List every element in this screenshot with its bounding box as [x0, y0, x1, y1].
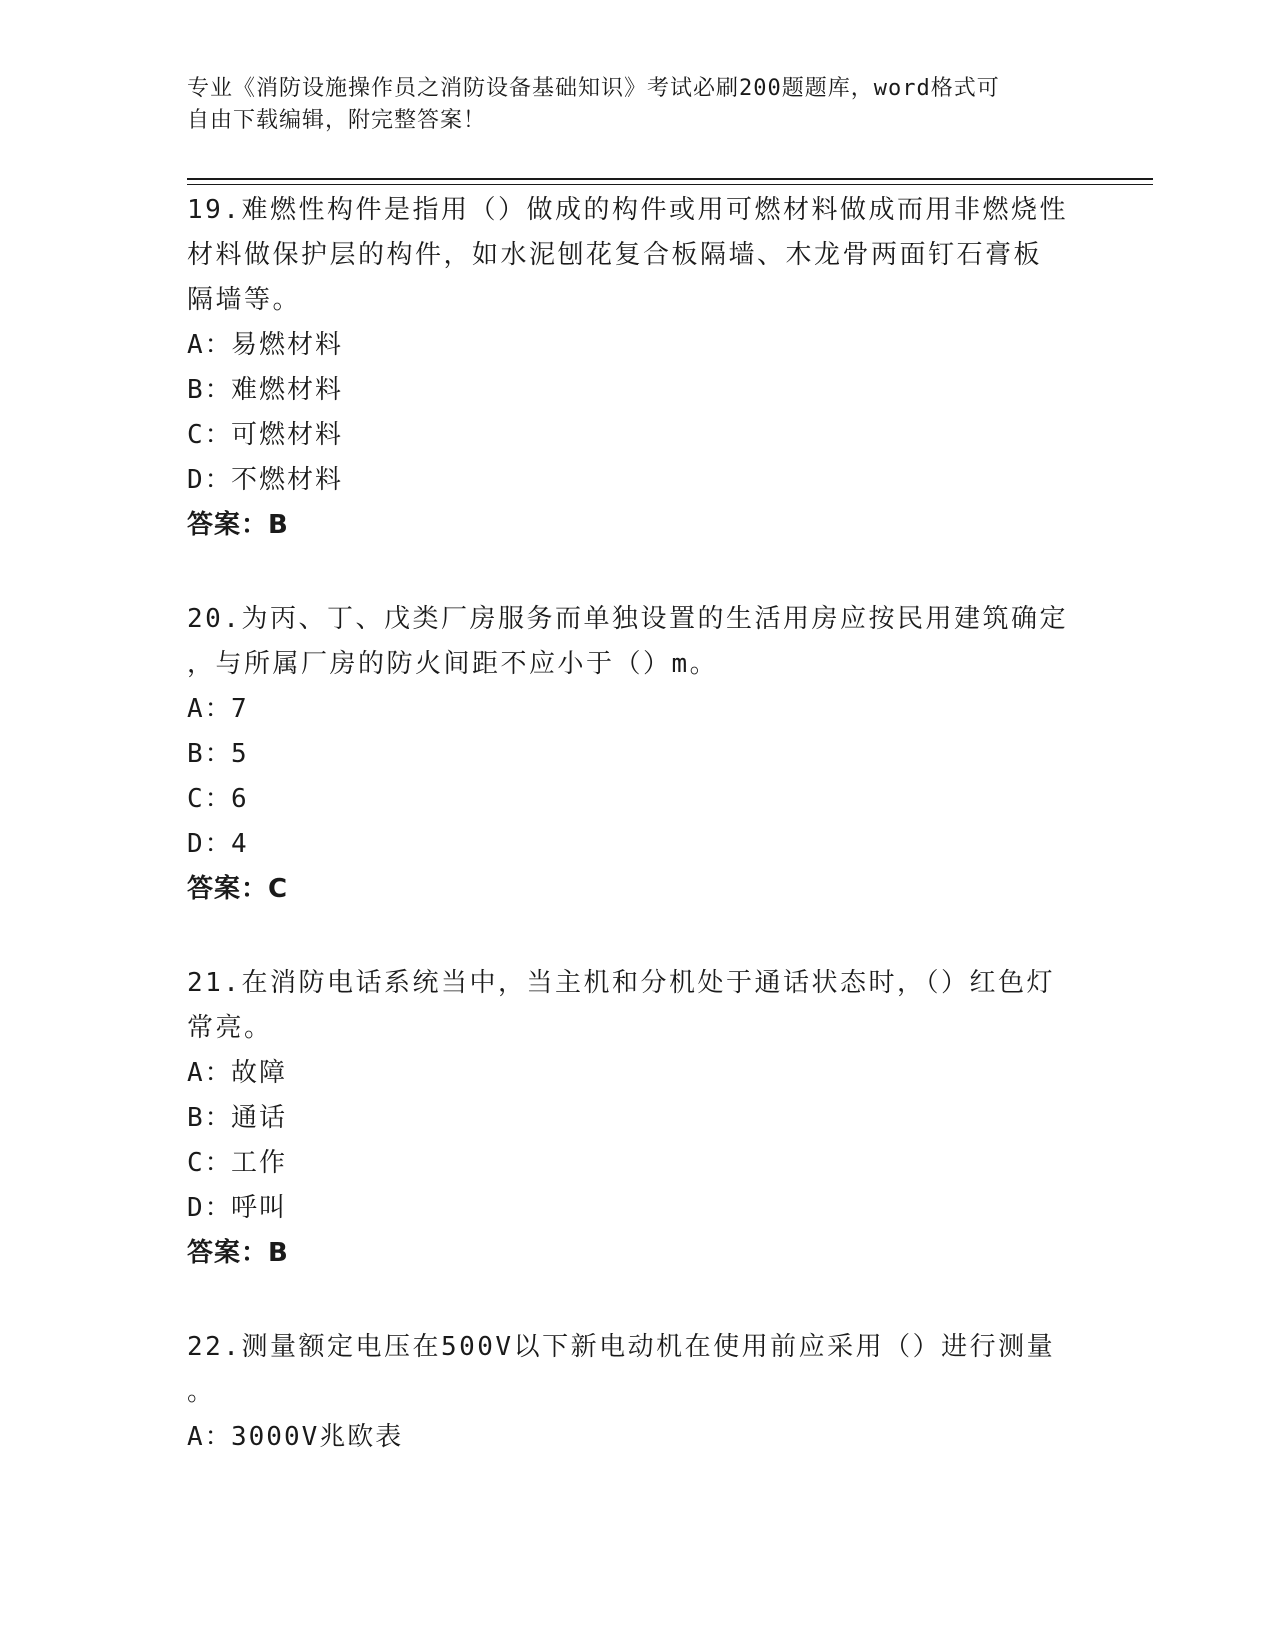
answer-line: 答案：B — [187, 1238, 289, 1268]
answer-option — [187, 777, 1087, 822]
option-key: D： — [187, 1193, 233, 1223]
question-stem-line: 22.测量额定电压在500V以下新电动机在使用前应采用（）进行测量 — [187, 1332, 1056, 1362]
question-stem-line: 。 — [187, 1377, 216, 1407]
option-text: 呼叫 — [231, 1193, 288, 1223]
option-key: C： — [187, 420, 233, 450]
question-list — [187, 188, 1087, 1509]
option-text: 7 — [231, 694, 249, 724]
option-text: 3000V兆欧表 — [231, 1422, 404, 1452]
option-key: B： — [187, 375, 233, 405]
answer-option — [187, 1415, 1087, 1460]
option-key: D： — [187, 829, 233, 859]
answer-option — [187, 687, 1087, 732]
question-stem-line: 材料做保护层的构件，如水泥刨花复合板隔墙、木龙骨两面钉石膏板 — [187, 240, 1043, 270]
answer-option — [187, 458, 1087, 503]
question-stem-line: 隔墙等。 — [187, 285, 302, 315]
option-text: 通话 — [231, 1103, 288, 1133]
document-header — [187, 73, 1087, 137]
option-key: A： — [187, 694, 233, 724]
option-key: C： — [187, 1148, 233, 1178]
question-block — [187, 1325, 1087, 1460]
answer-line: 答案：C — [187, 874, 289, 904]
question-stem-line: 20.为丙、丁、戊类厂房服务而单独设置的生活用房应按民用建筑确定 — [187, 604, 1068, 634]
question-block — [187, 597, 1087, 912]
option-text: 故障 — [231, 1058, 288, 1088]
question-stem-line: ，与所属厂房的防火间距不应小于（）m。 — [187, 649, 719, 679]
answer-line: 答案：B — [187, 510, 289, 540]
option-key: A： — [187, 1422, 233, 1452]
question-stem-line: 21.在消防电话系统当中，当主机和分机处于通话状态时，（）红色灯 — [187, 968, 1055, 998]
answer-option — [187, 368, 1087, 413]
option-text: 不燃材料 — [231, 465, 344, 495]
option-text: 4 — [231, 829, 249, 859]
question-stem-line: 19.难燃性构件是指用（）做成的构件或用可燃材料做成而用非燃烧性 — [187, 195, 1068, 225]
option-text: 6 — [231, 784, 249, 814]
option-key: A： — [187, 1058, 233, 1088]
answer-option — [187, 323, 1087, 368]
answer-option — [187, 1096, 1087, 1141]
header-line-2: 自由下载编辑，附完整答案！ — [187, 108, 487, 133]
answer-option — [187, 1051, 1087, 1096]
question-block — [187, 961, 1087, 1276]
option-key: A： — [187, 330, 233, 360]
option-text: 工作 — [231, 1148, 288, 1178]
answer-option — [187, 1141, 1087, 1186]
option-text: 5 — [231, 739, 249, 769]
answer-option — [187, 822, 1087, 867]
option-key: D： — [187, 465, 233, 495]
answer-option — [187, 732, 1087, 777]
option-text: 易燃材料 — [231, 330, 344, 360]
option-key: B： — [187, 1103, 233, 1133]
question-stem-line: 常亮。 — [187, 1013, 273, 1043]
option-text: 可燃材料 — [231, 420, 344, 450]
question-block — [187, 188, 1087, 548]
option-key: B： — [187, 739, 233, 769]
option-key: C： — [187, 784, 233, 814]
answer-option — [187, 1186, 1087, 1231]
header-line-1: 专业《消防设施操作员之消防设备基础知识》考试必刷200题题库，word格式可 — [187, 76, 1000, 101]
header-divider-thin — [187, 184, 1153, 185]
answer-option — [187, 413, 1087, 458]
option-text: 难燃材料 — [231, 375, 344, 405]
header-divider-thick — [187, 178, 1153, 180]
